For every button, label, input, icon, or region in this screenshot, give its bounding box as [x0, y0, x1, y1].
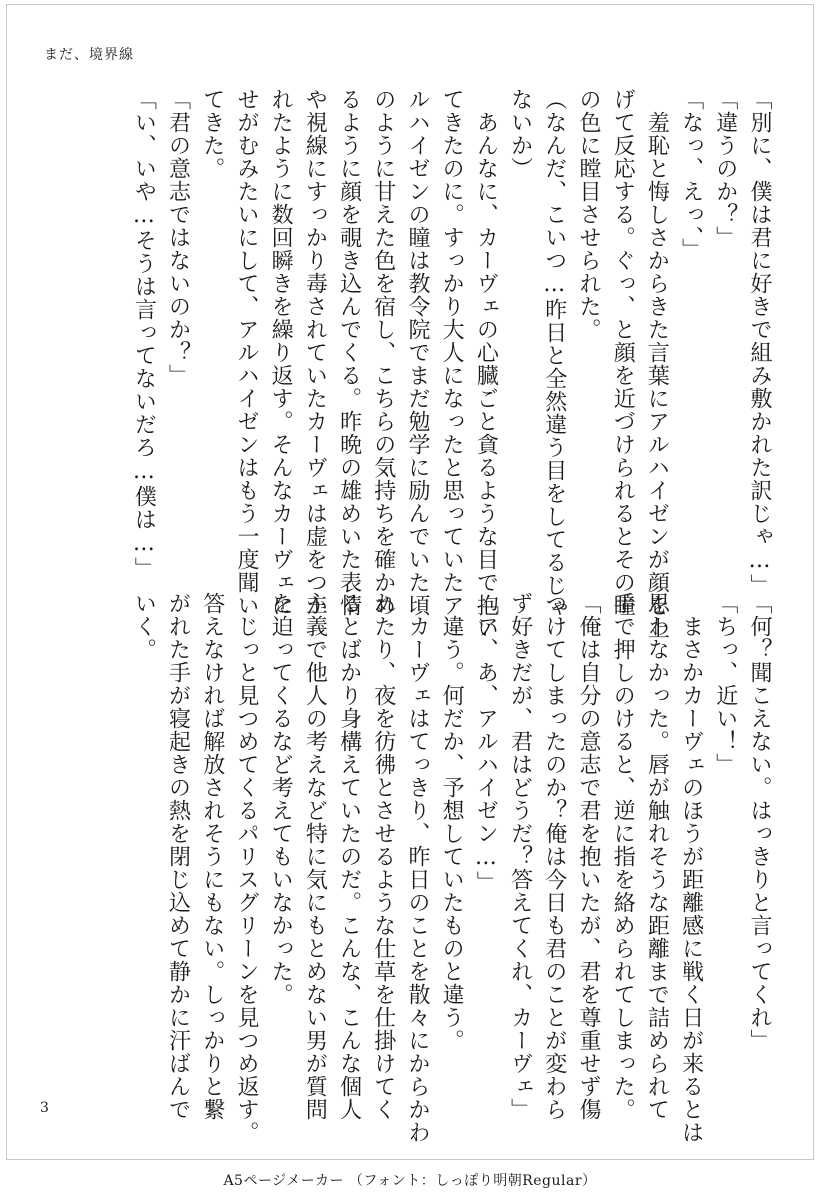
text-line: 「何？聞こえない。はっきりと言ってくれ」: [747, 592, 772, 1052]
text-line: カーヴェはてっきり、昨日のことを散々にからかわ: [404, 592, 430, 1144]
text-line: じっと見つめてくるパリスグリーンを見つめ返す。: [233, 592, 259, 1144]
text-line: ルハイゼンの瞳は教令院でまだ勉学に励んでいた頃: [404, 88, 430, 617]
text-line: がれた手が寝起きの熱を閉じ込めて静かに汗ばんで: [165, 592, 191, 1121]
text-line: てきた。: [199, 88, 225, 180]
footer-credit: A5ページメーカー （フォント：しっぽり明朝Regular）: [223, 1173, 597, 1189]
text-line: まさかカーヴェのほうが距離感に戦く日が来るとは: [678, 592, 704, 1144]
text-line: を迫ってくるなど考えてもいなかった。: [268, 592, 294, 1006]
text-line: 手で押しのけると、逆に指を絡められてしまった。: [610, 592, 636, 1121]
text-line: 「君の意志ではないのか？」: [165, 88, 191, 387]
text-line: 羞恥と悔しさからきた言葉にアルハイゼンが顔を上: [644, 88, 670, 640]
text-line: 「違うのか？」: [712, 88, 738, 249]
text-line: 「ア、あ、アルハイゼン…」: [473, 592, 499, 894]
text-line: のように甘えた色を宿し、こちらの気持ちを確かめ: [370, 88, 396, 617]
text-line: 「別に、僕は君に好きで組み敷かれた訳じゃ…」: [747, 88, 772, 597]
text-line: の色に瞠目させられた。: [575, 88, 601, 341]
text-line: あんなに、カーヴェの心臓ごと貪るような目で抱い: [473, 88, 499, 640]
text-line: ないか）: [507, 88, 533, 180]
text-line: 「ちっ、近い！」: [712, 592, 738, 776]
text-line: つけてしまったのか？俺は今日も君のことが変わら: [541, 592, 567, 1121]
text-line: れたり、夜を彷彿とさせるような仕草を仕掛けてく: [370, 592, 396, 1121]
text-line: や視線にすっかり毒されていたカーヴェは虚をつか: [302, 88, 328, 617]
text-line: ず好きだが、君はどうだ？答えてくれ、カーヴェ」: [507, 592, 533, 1121]
text-line: るように顔を覗き込んでくる。昨晩の雄めいた表情: [336, 88, 362, 617]
text-line: 主義で他人の考えなど特に気にもとめない男が質問: [302, 592, 328, 1121]
text-line: 答えなければ解放されそうにもない。しっかりと繋: [199, 592, 225, 1121]
text-line: （なんだ、こいつ…昨日と全然違う目をしてるじゃ: [541, 88, 567, 620]
text-line: 「い、いや…そうは言ってないだろ…僕は…」: [131, 88, 157, 580]
text-line: 「俺は自分の意志で君を抱いたが、君を尊重せず傷: [575, 592, 601, 1121]
text-line: いく。: [131, 592, 157, 661]
text-line: げて反応する。ぐっ、と顔を近づけられるとその瞳: [610, 88, 636, 617]
text-line: 「なっ、えっ、」: [678, 88, 704, 261]
text-line: せがむみたいにして、アルハイゼンはもう一度聞い: [233, 88, 259, 617]
lower-text-column: [131, 592, 776, 1144]
page-number: 3: [40, 1100, 49, 1116]
text-line: 思わなかった。唇が触れそうな距離まで詰められて: [644, 592, 670, 1121]
text-line: 違う。何だか、予想していたものと違う。: [439, 592, 465, 1052]
text-line: てきたのに。すっかり大人になったと思っていたア: [439, 88, 465, 617]
text-line: るとばかり身構えていたのだ。こんな、こんな個人: [336, 592, 362, 1121]
text-line: れたように数回瞬きを繰り返す。そんなカーヴェに: [268, 88, 294, 617]
running-title: まだ、境界線: [44, 47, 134, 63]
